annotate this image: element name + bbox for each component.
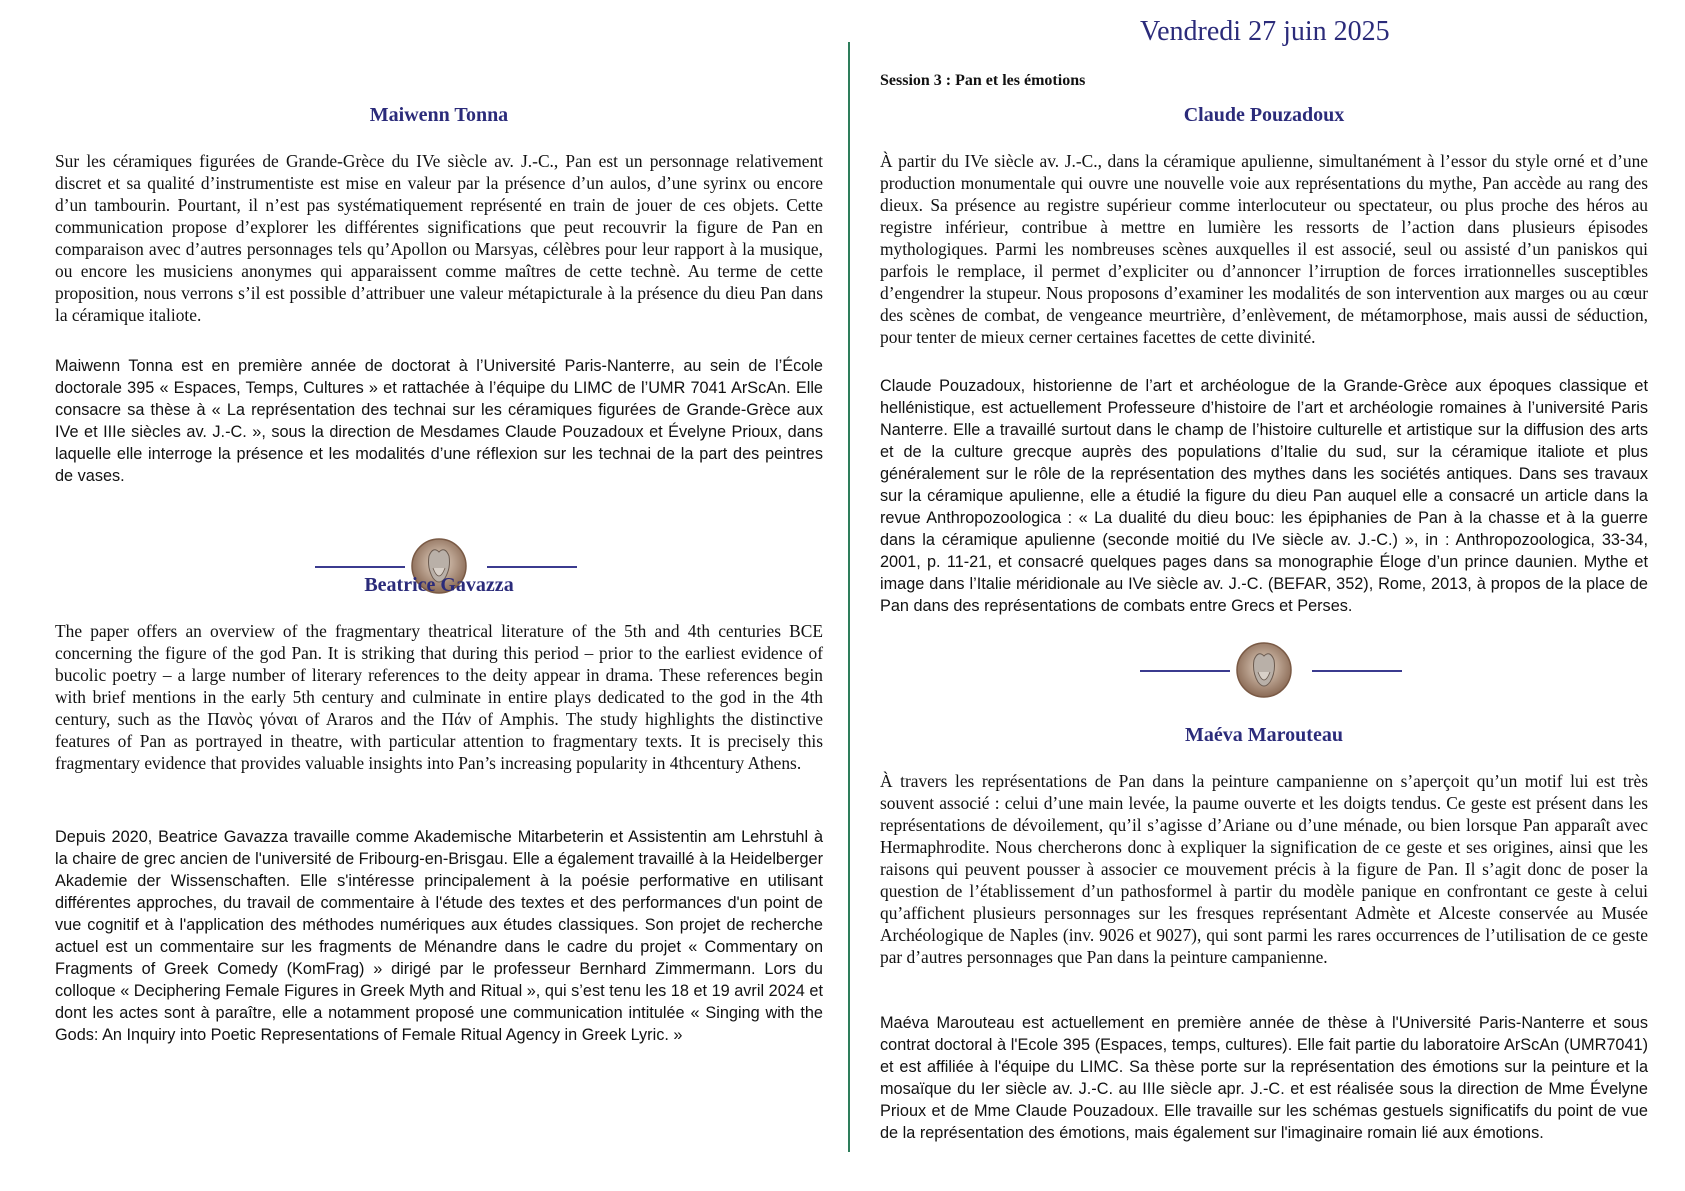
abstract-gavazza: The paper offers an overview of the fragmentary theatrical literature of the 5th and 4th centuries BCE concerning the figure of the god Pan. It is striking that during this period – prior to the earliest evidence of bucolic poetry – a large number of literary references to the deity appear in drama. These references begin with brief mentions in the early 5th century and culminate in entire plays dedicated to the god in the 4th century, such as the Πανὸς γόναι of Araros and the Πάν of Amphis. The study highlights the distinctive features of Pan as portrayed in theatre, with particular attention to fragmentary texts. It is precisely this fragmentary evidence that provides valuable insights into Pan’s increasing popularity in 4thcentury Athens. xyxy=(55,621,823,773)
page-date: Vendredi 27 juin 2025 xyxy=(1140,16,1390,47)
bio-tonna: Maiwenn Tonna est en première année de doctorat à l’Université Paris-Nanterre, au sein de l’École doctorale 395 « Espaces, Temps, Cultures » et rattachée à l’équipe du LIMC de l’UMR 7041 ArScAn. Elle consacre sa thèse à « La représentation des technai sur les céramiques figurées de Grande-Grèce aux IVe et IIIe siècles av. J.-C. », sous la direction de Mesdames Claude Pouzadoux et Évelyne Prioux, dans laquelle elle interroge la présence et les modalités d’une réflexion sur les technai de la part des peintres de vases. xyxy=(55,357,823,485)
session-title: Session 3 : Pan et les émotions xyxy=(880,72,1086,89)
bio-gavazza: Depuis 2020, Beatrice Gavazza travaille comme Akademische Mitarbeterin et Assistentin am Lehrstuhl à la chaire de grec ancien de l'université de Fribourg-en-Brisgau. Elle a également travaillé à la Heidelberger Akademie der Wissenschaften. Elle s'intéresse principalement à la poésie performative en utilisant différentes approches, du travail de commentaire à l'étude des textes et des performances d'un point de vue cognitif et à l'application des méthodes numériques aux études classiques. Son projet de recherche actuel est un commentaire sur les fragments de Ménandre dans le cadre du projet « Commentary on Fragments of Greek Comedy (KomFrag) » dirigé par le professeur Bernhard Zimmermann. Lors du colloque « Deciphering Female Figures in Greek Myth and Ritual », qui s’est tenu les 18 et 19 avril 2024 et dont les actes sont à paraître, elle a notamment proposé une communication intitulée « Singing with the Gods: An Inquiry into Poetic Representations of Female Ritual Agency in Greek Lyric. » xyxy=(55,828,823,1044)
ornament-divider xyxy=(880,640,1648,700)
speaker-name-pouzadoux: Claude Pouzadoux xyxy=(1183,104,1345,126)
bio-pouzadoux: Claude Pouzadoux, historienne de l’art et archéologue de la Grande-Grèce aux époques classique et hellénistique, est actuellement Professeure d’histoire de l’art et archéologie romaines à l’université Paris Nanterre. Elle a travaillé surtout dans le champ de l’histoire culturelle et artistique sur la diffusion des arts et de la culture grecque auprès des populations d’Italie du sud, sur la céramique italiote et plus généralement sur le rôle de la représentation des mythes dans les sociétés antiques. Dans ses travaux sur la céramique apulienne, elle a étudié la figure du dieu Pan auquel elle a consacré un article dans la revue Anthropozoologica : « La dualité du dieu bouc: les épiphanies de Pan à la chasse et à la guerre dans la céramique apulienne (seconde moitié du IVe siècle av. J.-C.) », in : Anthropozoologica, 33-34, 2001, p. 11-21, et consacré quelques pages dans sa monographie Éloge d’un prince daunien. Mythe et image dans l’Italie méridionale au IVe siècle av. J.-C. (BEFAR, 352), Rome, 2013, à propos de la place de Pan dans des représentations de combats entre Grecs et Perses. xyxy=(880,377,1648,615)
speaker-name-tonna: Maiwenn Tonna xyxy=(369,104,509,126)
speaker-name-gavazza: Beatrice Gavazza xyxy=(364,574,514,596)
pan-medallion-icon xyxy=(1236,642,1292,698)
column-divider xyxy=(848,42,850,1152)
abstract-marouteau: À travers les représentations de Pan dans la peinture campanienne on s’aperçoit qu’un motif lui est très souvent associé : celui d’une main levée, la paume ouverte et les doigts tendus. Ce geste est présent dans les représentations de dévoilement, qu’il s’agisse d’Ariane ou d’une ménade, ou bien lorsque Pan apparaît avec Hermaphrodite. Nous chercherons donc à expliquer la signification de ce geste et ses origines, ainsi que les raisons qui peuvent pousser à associer ce mouvement précis à la figure de Pan. Il s’agit donc de poser la question de l’établissement d’un pathosformel à partir du modèle panique en confrontant ce geste à celui qu’affichent plusieurs personnages sur les fresques représentant Admète et Alceste conservée au Musée Archéologique de Naples (inv. 9026 et 9027), qui sont parmi les rares occurrences de l’utilisation de ce geste par d’autres personnages que Pan dans la peinture campanienne. xyxy=(880,771,1648,967)
speaker-name-marouteau: Maéva Marouteau xyxy=(1185,724,1343,746)
abstract-tonna: Sur les céramiques figurées de Grande-Grèce du IVe siècle av. J.-C., Pan est un personnage relativement discret et sa qualité d’instrumentiste est mise en valeur par la présence d’un aulos, d’une syrinx ou encore d’un tambourin. Pourtant, il n’est pas systématiquement représenté en train de jouer de ces objets. Cette communication propose d’explorer les différentes significations que peut recouvrir la figure de Pan en comparaison avec d’autres personnages tels qu’Apollon ou Marsyas, célèbres pour leur rapport à la musique, ou encore les musiciens anonymes qui apparaissent comme maîtres de cette technè. Au terme de cette proposition, nous verrons s’il est possible d’attribuer une valeur métapicturale à la présence du dieu Pan dans la céramique italiote. xyxy=(55,151,823,325)
abstract-pouzadoux: À partir du IVe siècle av. J.-C., dans la céramique apulienne, simultanément à l’essor du style orné et d’une production monumentale qui ouvre une nouvelle voie aux représentations du mythe, Pan accède au rang des dieux. Sa présence au registre supérieur comme interlocuteur ou spectateur, ou plus proche des héros au registre inférieur, contribue à mettre en lumière les ressorts de l’action dans plusieurs épisodes mythologiques. Parmi les nombreuses scènes auxquelles il est associé, seul ou assisté d’un paniskos qui parfois le remplace, il permet d’expliciter ou d’annoncer l’irruption de forces irrationnelles susceptibles d’engendrer la stupeur. Nous proposons d’examiner les modalités de son intervention aux marges ou au cœur des scènes de combat, de vengeance meurtrière, d’enlèvement, de métamorphose, mais aussi de séduction, pour tenter de mieux cerner certaines facettes de cette divinité. xyxy=(880,151,1648,347)
bio-marouteau: Maéva Marouteau est actuellement en première année de thèse à l'Université Paris-Nanterre et sous contrat doctoral à l'Ecole 395 (Espaces, temps, cultures). Elle fait partie du laboratoire ArScAn (UMR7041) et est affiliée à l'équipe du LIMC. Sa thèse porte sur la représentation des émotions sur la peinture et la mosaïque du Ier siècle av. J.-C. au IIIe siècle apr. J.-C. et est réalisée sous la direction de Mme Évelyne Prioux et de Mme Claude Pouzadoux. Elle travaille sur les schémas gestuels significatifs du point de vue de la représentation des émotions, mais également sur l'imaginaire romain lié aux émotions. xyxy=(880,1014,1648,1142)
